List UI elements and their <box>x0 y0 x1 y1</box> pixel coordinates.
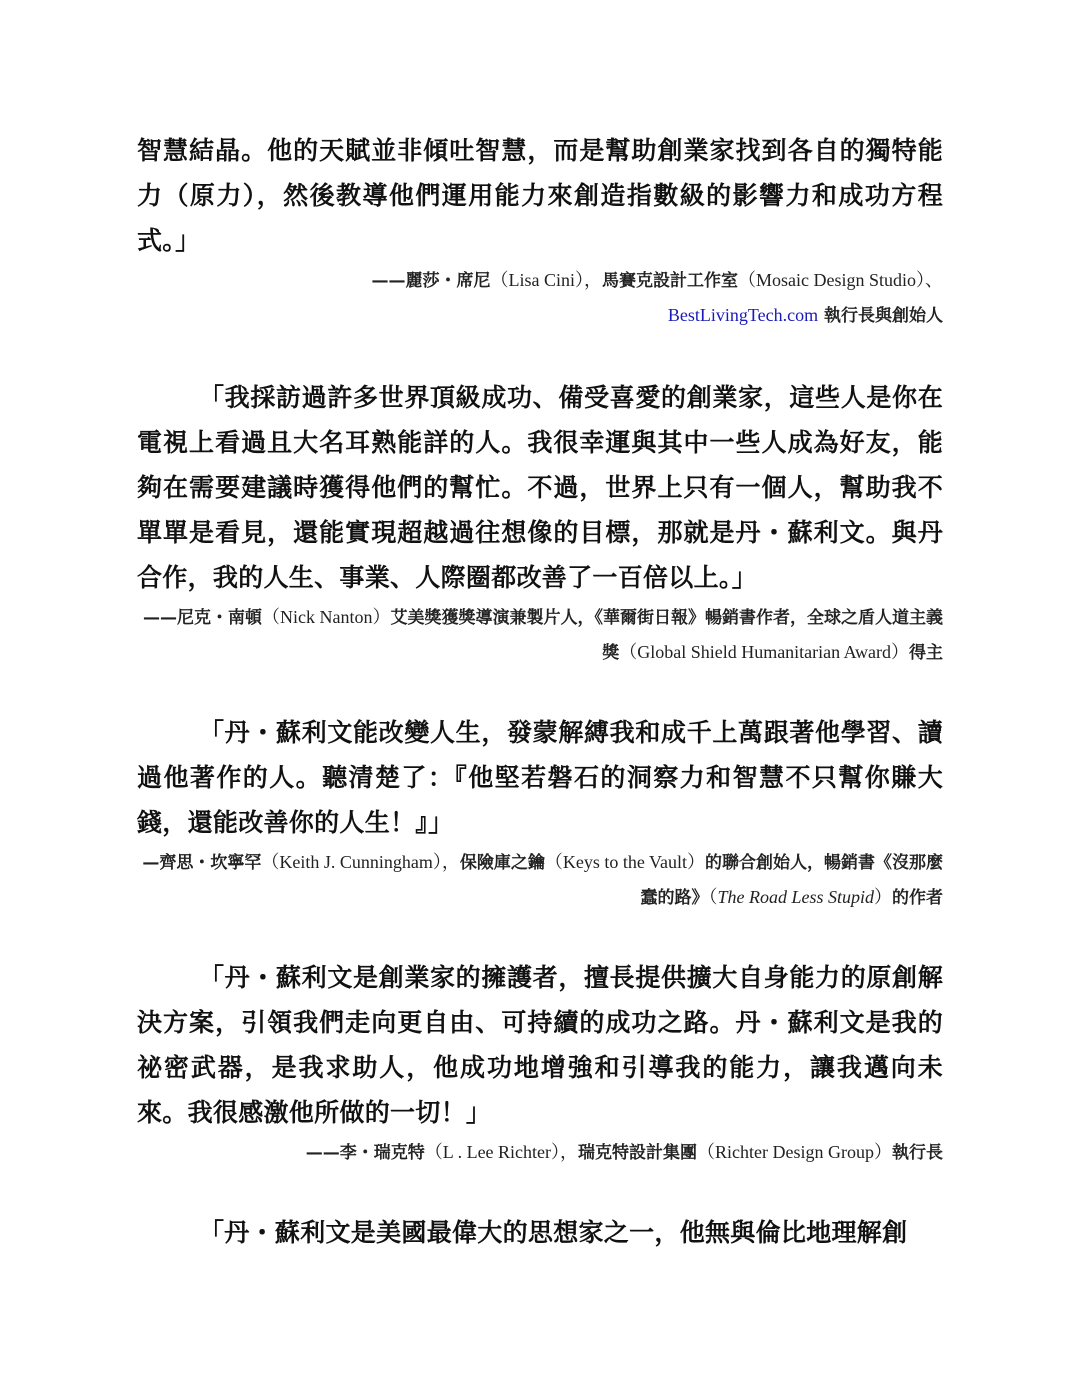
quote-4-text: 「丹・蘇利文是創業家的擁護者，擅長提供擴大自身能力的原創解決方案，引領我們走向更自由、可持續的成功之路。丹・蘇利文是我的祕密武器，是我求助人，他成功地增強和引導我的能力，讓我邁向未來。我很感激他所做的一切！」 <box>137 963 943 1127</box>
attribution-description: 得主 <box>909 643 943 663</box>
paren-close: ）、 <box>916 270 943 290</box>
attribution-org: 馬賽克設計工作室 <box>602 271 738 291</box>
paren-open: （ <box>490 270 509 290</box>
attribution-award-latin: Global Shield Humanitarian Award <box>637 642 891 662</box>
attribution-description: 瑞克特設計集團 <box>578 1143 698 1163</box>
attribution-org-latin: Richter Design Group <box>715 1142 874 1162</box>
attribution-description: 艾美獎獲獎導演兼製片人，《華爾街日報》暢銷書作者，全球之盾人道主義獎 <box>390 608 943 663</box>
paren-open: （ <box>697 1142 716 1162</box>
quote-3-attribution <box>137 845 943 915</box>
attribution-description: 的聯合創始人，暢銷書《沒那麼蠢的路》 <box>640 853 943 908</box>
attribution-description: 的作者 <box>892 888 943 908</box>
attribution-name: 齊思・坎寧罕 <box>159 853 262 873</box>
paren-open: （ <box>261 852 280 872</box>
attribution-name: 尼克・南頓 <box>177 608 263 628</box>
attribution-name: 李・瑞克特 <box>339 1143 425 1163</box>
quote-1-text: 智慧結晶。他的天賦並非傾吐智慧，而是幫助創業家找到各自的獨特能力（原力），然後教導他們運用能力來創造指數級的影響力和成功方程式。」 <box>137 136 943 255</box>
paren-open: （ <box>619 642 638 662</box>
attribution-name-latin: L . Lee Richter <box>442 1142 552 1162</box>
paren-close: ）， <box>551 1142 579 1162</box>
paren-open: （ <box>544 852 563 872</box>
paren-close: ） <box>874 887 892 907</box>
attribution-book-latin: The Road Less Stupid <box>717 887 874 907</box>
quote-4-attribution <box>137 1135 943 1170</box>
attribution-org-latin: Mosaic Design Studio <box>756 270 916 290</box>
attribution-name-latin: Keith J. Cunningham <box>279 852 433 872</box>
attribution-dash: —— <box>305 1143 340 1163</box>
bestlivingtech-link[interactable]: BestLivingTech.com <box>667 305 819 325</box>
paren-close: ） <box>372 607 391 627</box>
paren-close: ） <box>891 642 909 662</box>
attribution-role: 執行長與創始人 <box>818 306 943 326</box>
paren-close: ）， <box>575 270 602 290</box>
attribution-name: 麗莎・席尼 <box>405 271 491 291</box>
attribution-description: 執行長 <box>892 1143 943 1163</box>
attribution-org-latin: Keys to the Vault <box>562 852 687 872</box>
attribution-dash: —— <box>143 608 178 628</box>
attribution-description: 保險庫之鑰 <box>459 853 545 873</box>
paren-close: ）， <box>432 852 460 872</box>
paren-open: （ <box>424 1142 443 1162</box>
paren-close: ） <box>874 1142 892 1162</box>
quote-5-text: 「丹・蘇利文是美國最偉大的思想家之一，他無與倫比地理解創 <box>199 1218 908 1247</box>
attribution-dash: —— <box>371 271 406 291</box>
attribution-name-latin: Lisa Cini <box>508 270 575 290</box>
paren-open: （ <box>262 607 281 627</box>
attribution-name-latin: Nick Nanton <box>280 607 373 627</box>
paren-open: （ <box>738 270 756 290</box>
paren-close: ） <box>687 852 705 872</box>
quote-3-text: 「丹・蘇利文能改變人生，發蒙解縛我和成千上萬跟著他學習、讀過他著作的人。聽清楚了：『他堅若磐石的洞察力和智慧不只幫你賺大錢，還能改善你的人生！』」 <box>137 718 943 837</box>
document-page <box>137 128 943 1255</box>
quote-1-attribution <box>137 263 943 333</box>
attribution-dash: — <box>142 853 160 873</box>
quote-2-attribution <box>137 600 943 670</box>
quote-2-text: 「我採訪過許多世界頂級成功、備受喜愛的創業家，這些人是你在電視上看過且大名耳熟能詳的人。我很幸運與其中一些人成為好友，能夠在需要建議時獲得他們的幫忙。不過，世界上只有一個人，幫助我不單單是看見，還能實現超越過往想像的目標，那就是丹・蘇利文。與丹合作，我的人生、事業、人際圈都改善了一百倍以上。」 <box>137 383 943 592</box>
paren-open: （ <box>708 887 718 907</box>
